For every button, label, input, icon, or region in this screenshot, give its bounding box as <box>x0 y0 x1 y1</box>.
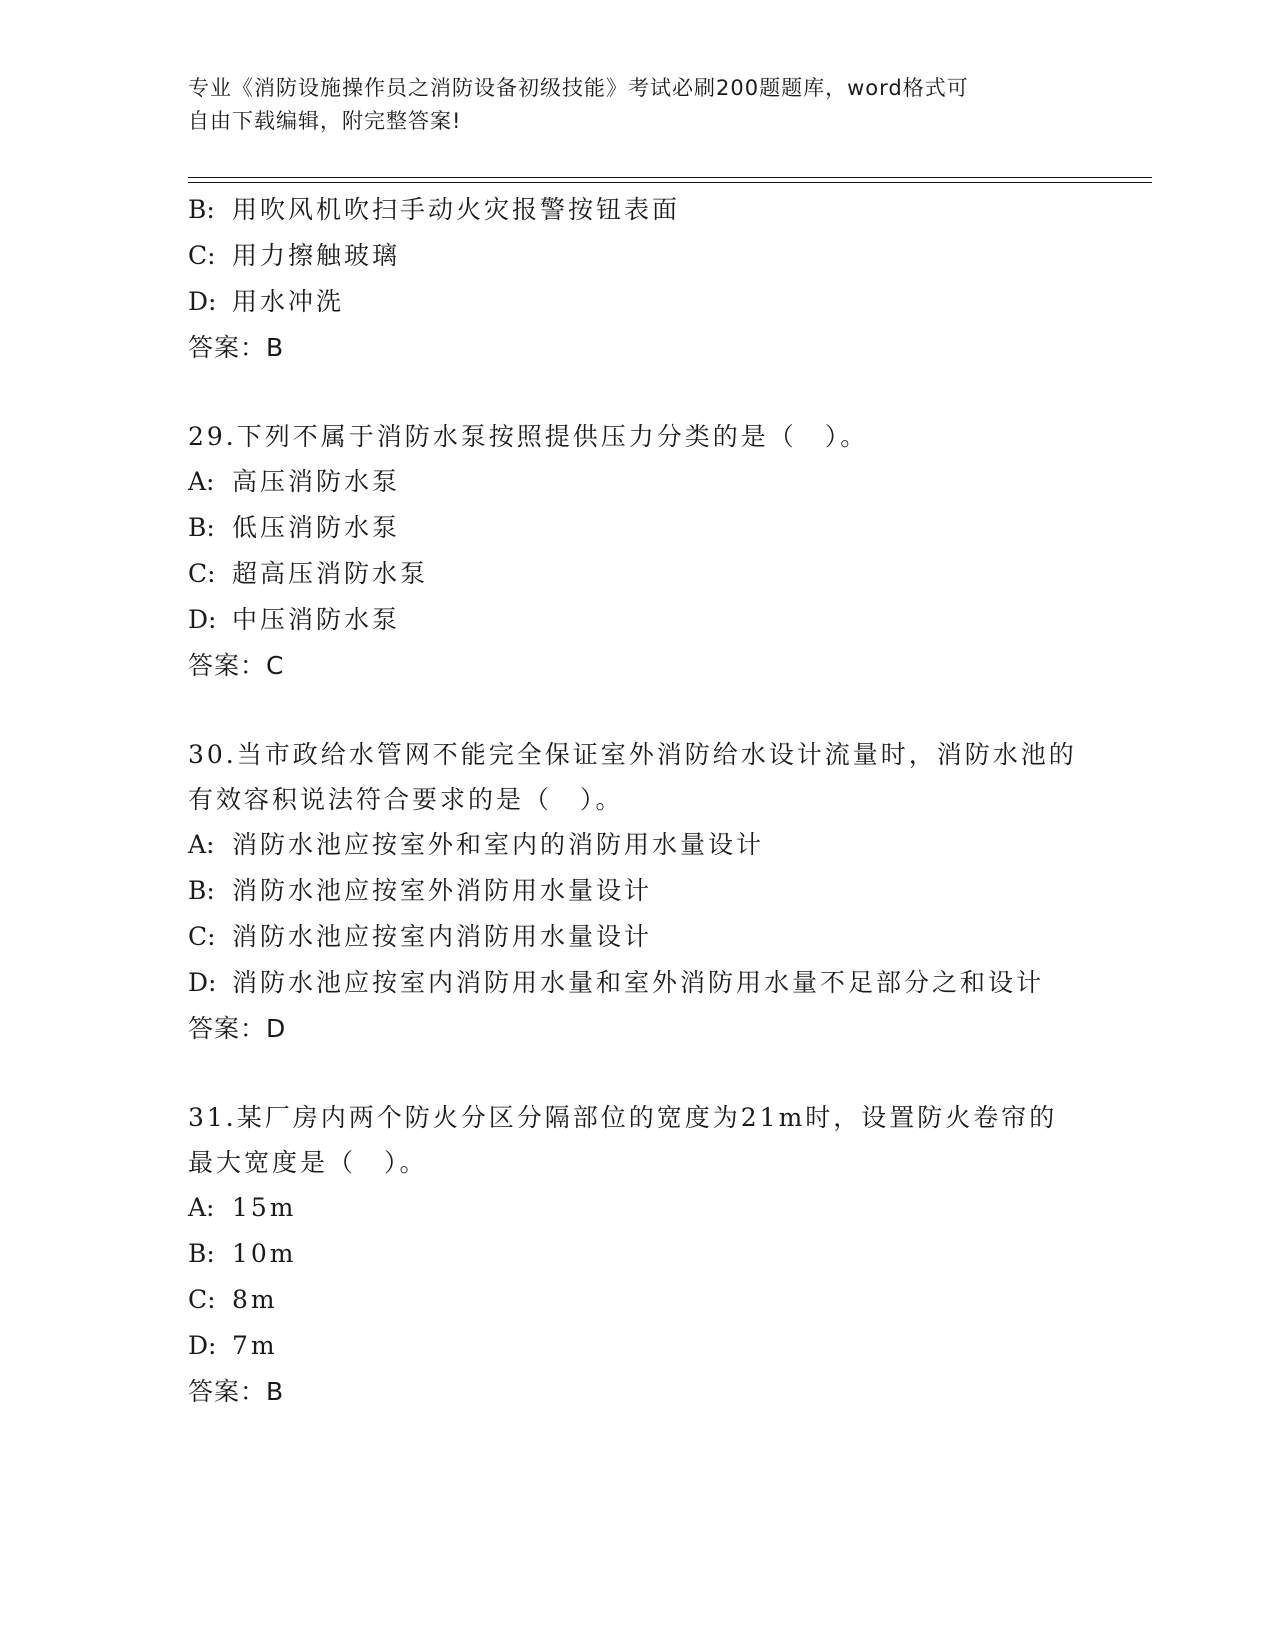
option-label: B: <box>188 1239 215 1268</box>
question-30 <box>188 732 1078 1052</box>
option-label: B: <box>188 513 215 542</box>
option-text: 用水冲洗 <box>232 287 345 316</box>
option-c <box>188 1277 1078 1323</box>
option-a <box>188 1185 1078 1231</box>
option-text: 8m <box>232 1285 278 1314</box>
header-line-2: 自由下载编辑，附完整答案! <box>188 109 462 133</box>
option-c <box>188 233 1078 279</box>
spacer <box>188 689 1078 732</box>
option-d <box>188 597 1078 643</box>
option-b <box>188 505 1078 551</box>
option-text: 消防水池应按室内消防用水量设计 <box>232 922 653 951</box>
document-header <box>188 72 1068 138</box>
option-b <box>188 187 1078 233</box>
option-text: 7m <box>232 1331 278 1360</box>
option-label: D: <box>188 1331 217 1360</box>
spacer <box>188 1052 1078 1095</box>
option-c <box>188 551 1078 597</box>
header-divider-top <box>188 177 1152 178</box>
option-d <box>188 1323 1078 1369</box>
option-text: 用吹风机吹扫手动火灾报警按钮表面 <box>232 195 681 224</box>
option-label: A: <box>188 830 215 859</box>
header-line-1: 专业《消防设施操作员之消防设备初级技能》考试必刷200题题库，word格式可 <box>188 76 969 100</box>
option-label: D: <box>188 287 217 316</box>
answer-line: 答案：B <box>188 1377 285 1406</box>
answer-line: 答案：C <box>188 651 285 680</box>
header-divider-bottom <box>188 182 1152 183</box>
answer-line: 答案：B <box>188 333 285 362</box>
question-28-continuation <box>188 187 1078 371</box>
option-label: B: <box>188 195 215 224</box>
option-d <box>188 279 1078 325</box>
option-text: 消防水池应按室外消防用水量设计 <box>232 876 653 905</box>
option-label: C: <box>188 922 216 951</box>
option-text: 消防水池应按室外和室内的消防用水量设计 <box>232 830 765 859</box>
option-b <box>188 868 1078 914</box>
question-text: 31.某厂房内两个防火分区分隔部位的宽度为21m时，设置防火卷帘的最大宽度是（ ）。 <box>188 1103 1058 1177</box>
option-label: D: <box>188 968 217 997</box>
option-text: 中压消防水泵 <box>232 605 401 634</box>
question-31 <box>188 1095 1078 1415</box>
question-text: 29.下列不属于消防水泵按照提供压力分类的是（ ）。 <box>188 422 869 451</box>
question-content <box>188 187 1078 1415</box>
option-label: C: <box>188 559 216 588</box>
option-c <box>188 914 1078 960</box>
answer-line: 答案：D <box>188 1014 287 1043</box>
question-text: 30.当市政给水管网不能完全保证室外消防给水设计流量时，消防水池的有效容积说法符合要求的是（ ）。 <box>188 740 1077 814</box>
option-label: A: <box>188 1193 215 1222</box>
option-text: 超高压消防水泵 <box>232 559 429 588</box>
option-label: B: <box>188 876 215 905</box>
option-label: A: <box>188 467 215 496</box>
question-29 <box>188 414 1078 689</box>
option-label: D: <box>188 605 217 634</box>
option-text: 高压消防水泵 <box>232 467 401 496</box>
option-text: 消防水池应按室内消防用水量和室外消防用水量不足部分之和设计 <box>232 968 1045 997</box>
option-d <box>188 960 1078 1006</box>
option-a <box>188 459 1078 505</box>
option-text: 低压消防水泵 <box>232 513 401 542</box>
option-text: 用力擦触玻璃 <box>232 241 401 270</box>
option-text: 15m <box>232 1193 297 1222</box>
spacer <box>188 371 1078 414</box>
option-label: C: <box>188 241 216 270</box>
option-label: C: <box>188 1285 216 1314</box>
option-a <box>188 822 1078 868</box>
option-b <box>188 1231 1078 1277</box>
option-text: 10m <box>232 1239 297 1268</box>
